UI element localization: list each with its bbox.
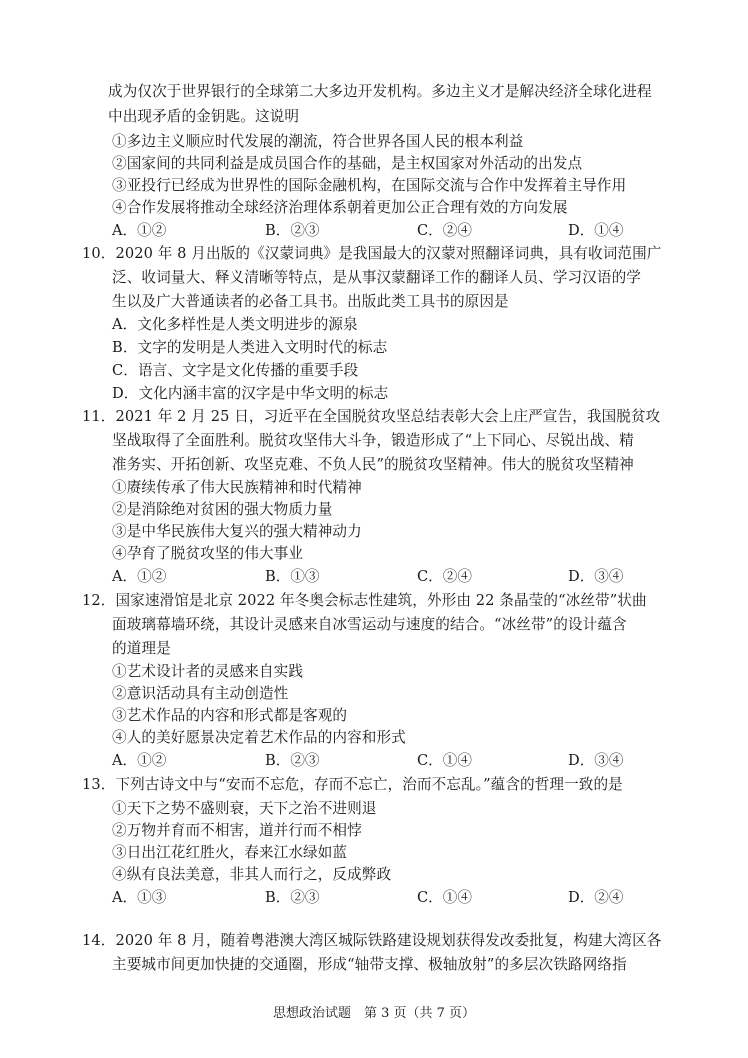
option-c: C．①④ — [417, 889, 472, 906]
q11-statement: ①赓续传承了伟大民族精神和时代精神 — [112, 479, 362, 496]
q12-stem-line: 12．国家速滑馆是北京 2022 年冬奥会标志性建筑，外形由 22 条晶莹的“冰丝带”状曲 — [82, 592, 647, 609]
q13-statement: ①天下之势不盛则衰，天下之治不进则退 — [112, 800, 377, 817]
option-b: B．②③ — [265, 889, 320, 906]
q10-option-a: A．文化多样性是人类文明进步的源泉 — [112, 316, 358, 333]
q12-statement: ②意识活动具有主动创造性 — [112, 685, 289, 702]
option-d: D．①④ — [568, 222, 624, 239]
q13-stem-line: 13．下列古诗文中与“安而不忘危，存而不忘亡，治而不忘乱。”蕴含的哲理一致的是 — [82, 776, 623, 793]
option-b: B．①③ — [265, 568, 320, 585]
option-d: D．②④ — [568, 889, 624, 906]
q9-text-line: 成为仅次于世界银行的全球第二大多边开发机构。多边主义才是解决经济全球化进程 — [108, 83, 652, 100]
q12-options — [112, 751, 712, 771]
option-b: B．②③ — [265, 752, 320, 769]
q9-statement: ④合作发展将推动全球经济治理体系朝着更加公正合理有效的方向发展 — [112, 199, 568, 216]
q9-options — [112, 221, 712, 241]
q11-stem-line: 11．2021 年 2 月 25 日，习近平在全国脱贫攻坚总结表彰大会上庄严宣告，我国脱贫攻 — [82, 408, 661, 425]
q13-statement: ②万物并育而不相害，道并行而不相悖 — [112, 822, 362, 839]
q11-options — [112, 567, 712, 587]
q11-statement: ③是中华民族伟大复兴的强大精神动力 — [112, 523, 362, 540]
q12-statement: ③艺术作品的内容和形式都是客观的 — [112, 707, 348, 724]
q13-statement: ③日出江花红胜火，春来江水绿如蓝 — [112, 844, 348, 861]
q10-stem-line: 生以及广大普通读者的必备工具书。出版此类工具书的原因是 — [112, 293, 509, 310]
q11-stem-line: 准务实、开拓创新、攻坚克难、不负人民”的脱贫攻坚精神。伟大的脱贫攻坚精神 — [112, 456, 634, 473]
page-footer: 思想政治试题 第 3 页（共 7 页） — [272, 1006, 476, 1021]
q12-statement: ①艺术设计者的灵感来自实践 — [112, 663, 304, 680]
option-a: A．①② — [112, 222, 167, 239]
option-b: B．②③ — [265, 222, 320, 239]
option-a: A．①② — [112, 568, 167, 585]
q12-stem-line: 的道理是 — [112, 640, 171, 657]
option-a: A．①③ — [112, 889, 167, 906]
option-c: C．①④ — [417, 752, 472, 769]
q14-stem-line: 主要城市间更加快捷的交通圈，形成“轴带支撑、极轴放射”的多层次铁路网络指 — [112, 956, 627, 973]
q9-statement: ①多边主义顺应时代发展的潮流，符合世界各国人民的根本利益 — [112, 133, 524, 150]
q11-statement: ②是消除绝对贫困的强大物质力量 — [112, 501, 333, 518]
q11-statement: ④孕育了脱贫攻坚的伟大事业 — [112, 545, 304, 562]
q9-text-line: 中出现矛盾的金钥匙。这说明 — [108, 108, 300, 125]
q10-stem-line: 泛、收词量大、释义清晰等特点，是从事汉蒙翻译工作的翻译人员、学习汉语的学 — [112, 269, 641, 286]
q11-stem-line: 坚战取得了全面胜利。脱贫攻坚伟大斗争，锻造形成了“上下同心、尽锐出战、精 — [112, 432, 634, 449]
option-d: D．③④ — [568, 752, 624, 769]
q13-statement: ④纵有良法美意，非其人而行之，反成弊政 — [112, 866, 392, 883]
q13-options — [112, 888, 712, 908]
q9-statement: ②国家间的共同利益是成员国合作的基础，是主权国家对外活动的出发点 — [112, 155, 583, 172]
q14-stem-line: 14．2020 年 8 月，随着粤港澳大湾区城际铁路建设规划获得发改委批复，构建大湾区各 — [82, 932, 662, 949]
option-a: A．①② — [112, 752, 167, 769]
q12-stem-line: 面玻璃幕墙环绕，其设计灵感来自冰雪运动与速度的结合。“冰丝带”的设计蕴含 — [112, 616, 627, 633]
q9-statement: ③亚投行已经成为世界性的国际金融机构，在国际交流与合作中发挥着主导作用 — [112, 177, 627, 194]
q10-option-d: D．文化内涵丰富的汉字是中华文明的标志 — [112, 385, 389, 402]
option-d: D．③④ — [568, 568, 624, 585]
option-c: C．②④ — [417, 568, 472, 585]
option-c: C．②④ — [417, 222, 472, 239]
q10-stem-line: 10．2020 年 8 月出版的《汉蒙词典》是我国最大的汉蒙对照翻译词典，具有收词范围广 — [82, 245, 662, 262]
q10-option-b: B．文字的发明是人类进入文明时代的标志 — [112, 339, 388, 356]
q12-statement: ④人的美好愿景决定着艺术作品的内容和形式 — [112, 729, 406, 746]
q10-option-c: C．语言、文字是文化传播的重要手段 — [112, 362, 359, 379]
